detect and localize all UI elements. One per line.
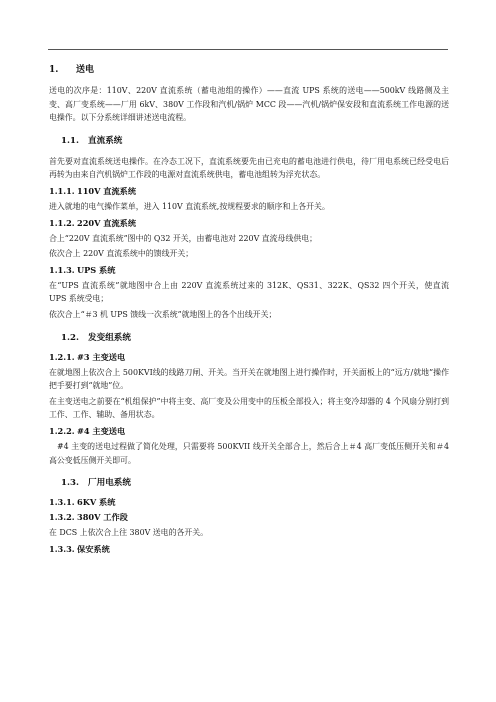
heading-title: 220V 直流系统 — [77, 217, 137, 228]
document-body — [49, 62, 449, 558]
heading-title: 发变组系统 — [88, 332, 131, 343]
paragraph: 依次合上“＃3 机 UPS 馈线一次系统”就地图上的各个出线开关； — [49, 309, 277, 319]
heading-number: 1.2. — [61, 332, 79, 343]
heading-number: 1. — [49, 65, 59, 75]
section-1-3-heading — [61, 476, 449, 488]
heading-title: 110V 直流系统 — [77, 185, 137, 196]
paragraph: 进入就地的电气操作菜单，进入 110V 直流系统,按规程要求的顺序和上各开关。 — [49, 201, 330, 211]
heading-number: 1.1.2. — [49, 217, 75, 228]
heading-number: 1.3.3. — [49, 543, 75, 554]
section-1-2-2-heading — [49, 426, 449, 437]
paragraph: 在主变送电之前要在“机组保护”中将主变、高厂变及公用变中的压板全部投入；将主变冷却器的 4 个风扇分别打到工作、工作、辅助、备用状态。 — [49, 396, 449, 420]
section-1-1-1-heading — [49, 186, 449, 197]
paragraph: 首先要对直流系统送电操作。在冷态工况下，直流系统要先由已充电的蓄电池进行供电，待厂用电系统已经受电后再转为由来自汽机锅炉工作段的电源对直流系统供电，蓄电池组转为浮充状态。 — [49, 156, 449, 180]
section-1-3-1-heading — [49, 497, 449, 508]
heading-number: 1.1. — [61, 135, 79, 146]
heading-number: 1.3.2. — [49, 512, 75, 523]
heading-title: 直流系统 — [88, 135, 123, 146]
section-1-1-heading — [61, 134, 449, 146]
header-rule — [48, 49, 448, 50]
paragraph: 在就地图上依次合上 500KVⅠ线的线路刀闸、开关。当开关在就地图上进行操作时，开关面板上的“远方/就地”操作把手要打到“就地”位。 — [49, 367, 449, 391]
heading-title: 380V 工作段 — [77, 512, 128, 523]
heading-title: 6KV 系统 — [77, 497, 116, 508]
section-1-2-1-heading — [49, 352, 449, 363]
heading-number: 1.1.1. — [49, 185, 75, 196]
heading-title: 送电 — [76, 65, 95, 75]
heading-title: 厂用电系统 — [88, 478, 131, 489]
heading-title: UPS 系统 — [77, 264, 116, 275]
section-1-2-heading — [61, 331, 449, 343]
section-1-1-2-heading — [49, 218, 449, 229]
paragraph: 在“UPS 直流系统”就地图中合上由 220V 直流系统过来的 312K、QS31、322K、QS32 四个开关，使直流 UPS 系统受电； — [49, 280, 449, 304]
section-1-1-3-heading — [49, 265, 449, 276]
heading-1 — [49, 62, 449, 75]
heading-title: #3 主变送电 — [77, 351, 126, 362]
paragraph: #4 主变的送电过程做了简化处理，只需要将 500KVII 线开关全部合上，然后合上＃4 高厂变低压侧开关和＃4 高公变低压侧开关即可。 — [49, 441, 449, 465]
paragraph: 在 DCS 上依次合上往 380V 送电的各开关。 — [49, 528, 209, 538]
section-1-3-3-heading — [49, 544, 449, 555]
heading-number: 1.3. — [61, 478, 79, 489]
heading-number: 1.2.1. — [49, 351, 75, 362]
paragraph: 依次合上 220V 直流系统中的馈线开关； — [49, 249, 194, 259]
paragraph: 合上“220V 直流系统”图中的 Q32 开关，由蓄电池对 220V 直流母线供电； — [49, 233, 318, 243]
heading-number: 1.3.1. — [49, 497, 75, 508]
section-1-3-2-heading — [49, 512, 449, 523]
heading-number: 1.2.2. — [49, 425, 75, 436]
intro-paragraph: 送电的次序是：110V、220V 直流系统（蓄电池组的操作）——直流 UPS 系统的送电——500kV 线路侧及主变、高厂变系统——厂用 6kV、380V 工作段和汽机/锅炉 MCC 段——汽机/锅炉保安段和直流系统工作电源的送电操作。以下分系统详细讲述送电流程。 — [49, 86, 449, 123]
heading-title: #4 主变送电 — [77, 425, 126, 436]
heading-title: 保安系统 — [77, 543, 110, 554]
heading-number: 1.1.3. — [49, 264, 75, 275]
